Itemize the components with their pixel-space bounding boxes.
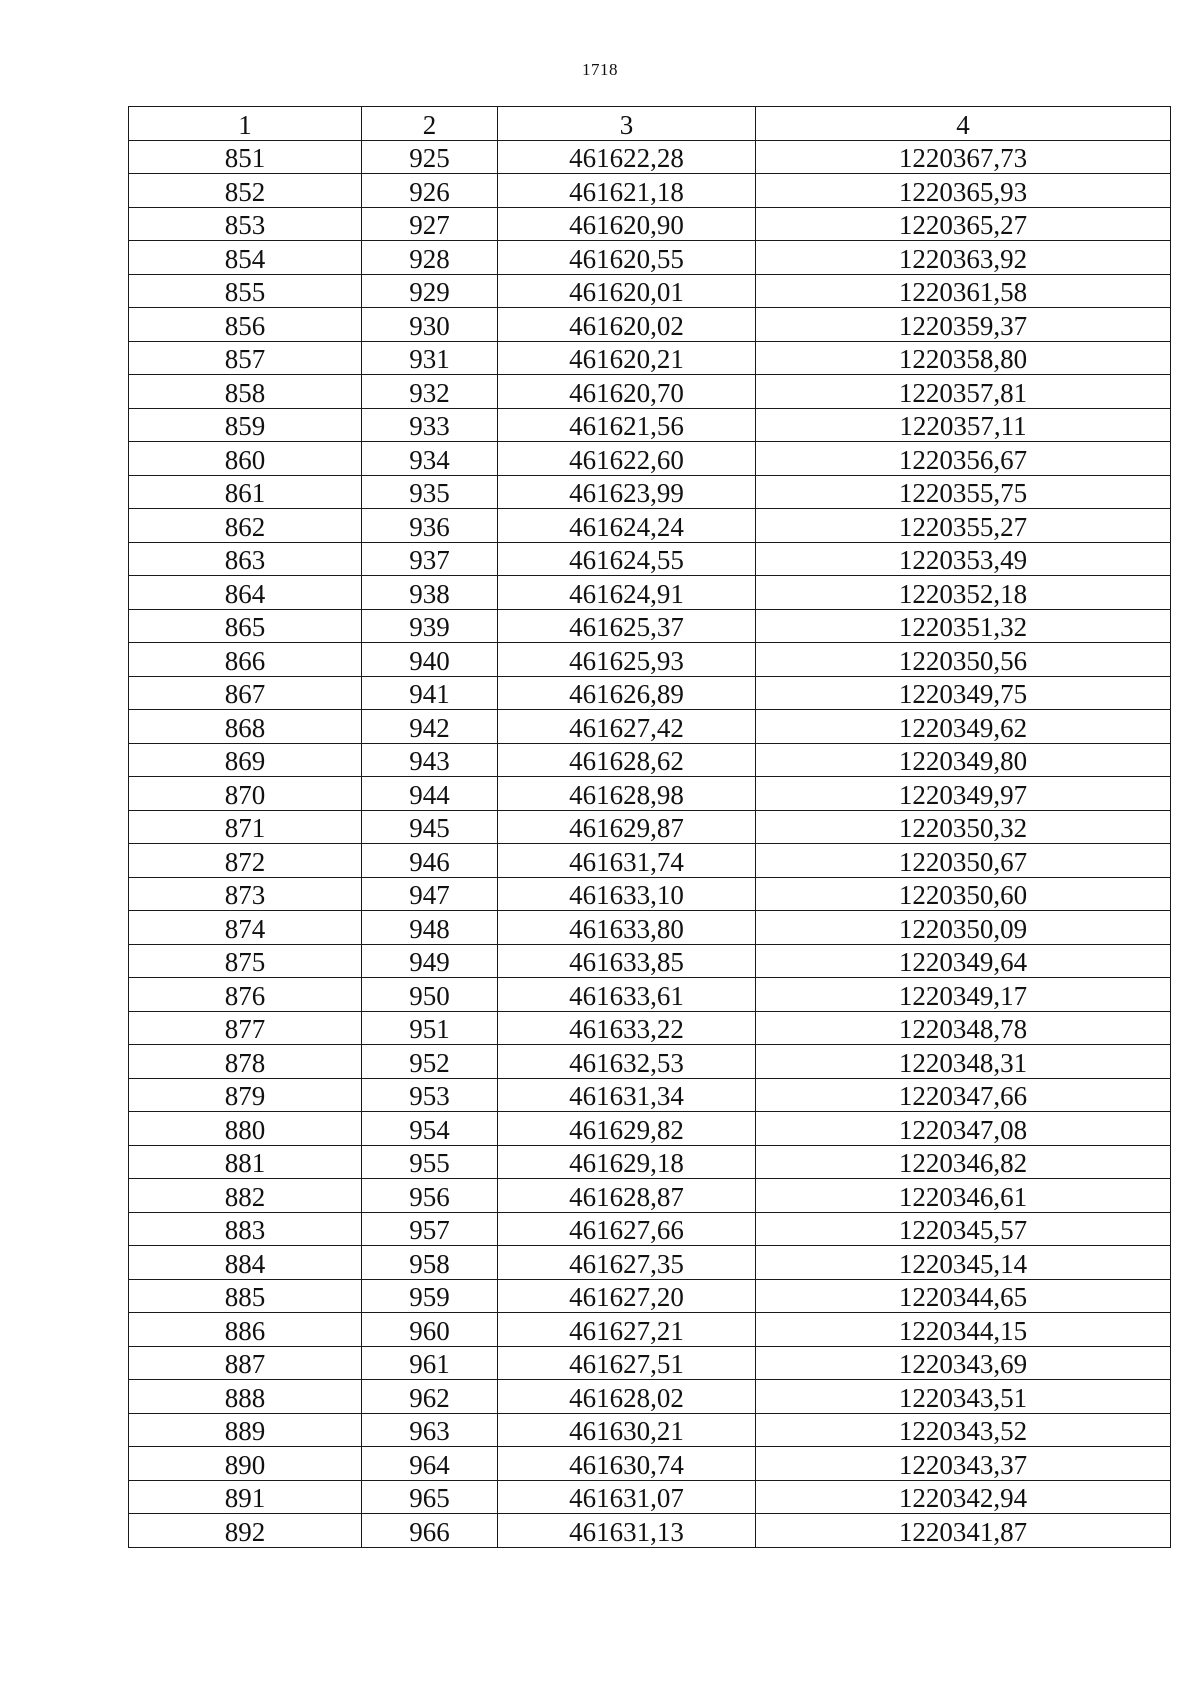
table-cell: 461627,35 bbox=[498, 1246, 756, 1280]
table-cell: 942 bbox=[362, 710, 498, 744]
table-row bbox=[129, 308, 1171, 342]
table-row bbox=[129, 207, 1171, 241]
table-cell: 1220358,80 bbox=[756, 341, 1171, 375]
table-cell: 931 bbox=[362, 341, 498, 375]
table-cell: 1220349,64 bbox=[756, 944, 1171, 978]
table-row bbox=[129, 1246, 1171, 1280]
table-cell: 851 bbox=[129, 140, 362, 174]
table-cell: 1220350,09 bbox=[756, 911, 1171, 945]
table-cell: 966 bbox=[362, 1514, 498, 1548]
table-cell: 891 bbox=[129, 1480, 362, 1514]
table-cell: 461629,18 bbox=[498, 1145, 756, 1179]
table-row bbox=[129, 777, 1171, 811]
table-cell: 461631,34 bbox=[498, 1078, 756, 1112]
table-cell: 461620,21 bbox=[498, 341, 756, 375]
table-row bbox=[129, 609, 1171, 643]
table-cell: 1220345,57 bbox=[756, 1212, 1171, 1246]
table-cell: 1220348,78 bbox=[756, 1011, 1171, 1045]
table-cell: 1220361,58 bbox=[756, 274, 1171, 308]
table-row bbox=[129, 1514, 1171, 1548]
table-cell: 1220349,80 bbox=[756, 743, 1171, 777]
table-cell: 936 bbox=[362, 509, 498, 543]
table-cell: 874 bbox=[129, 911, 362, 945]
table-cell: 461624,24 bbox=[498, 509, 756, 543]
column-header: 4 bbox=[756, 107, 1171, 141]
table-cell: 461627,42 bbox=[498, 710, 756, 744]
table-cell: 1220343,51 bbox=[756, 1380, 1171, 1414]
table-cell: 944 bbox=[362, 777, 498, 811]
table-cell: 1220356,67 bbox=[756, 442, 1171, 476]
table-cell: 1220342,94 bbox=[756, 1480, 1171, 1514]
table-cell: 955 bbox=[362, 1145, 498, 1179]
table-cell: 461625,37 bbox=[498, 609, 756, 643]
table-cell: 965 bbox=[362, 1480, 498, 1514]
table-cell: 461633,61 bbox=[498, 978, 756, 1012]
table-cell: 853 bbox=[129, 207, 362, 241]
table-cell: 1220367,73 bbox=[756, 140, 1171, 174]
table-cell: 953 bbox=[362, 1078, 498, 1112]
table-cell: 957 bbox=[362, 1212, 498, 1246]
table-row bbox=[129, 944, 1171, 978]
table-cell: 926 bbox=[362, 174, 498, 208]
table-body bbox=[129, 140, 1171, 1547]
table-row bbox=[129, 978, 1171, 1012]
table-cell: 1220347,66 bbox=[756, 1078, 1171, 1112]
table-row bbox=[129, 1078, 1171, 1112]
table-cell: 889 bbox=[129, 1413, 362, 1447]
table-row bbox=[129, 1447, 1171, 1481]
table-cell: 461633,10 bbox=[498, 877, 756, 911]
table-cell: 1220347,08 bbox=[756, 1112, 1171, 1146]
table-cell: 948 bbox=[362, 911, 498, 945]
table-cell: 461629,82 bbox=[498, 1112, 756, 1146]
table-cell: 860 bbox=[129, 442, 362, 476]
table-cell: 954 bbox=[362, 1112, 498, 1146]
table-cell: 861 bbox=[129, 475, 362, 509]
table-row bbox=[129, 743, 1171, 777]
table-cell: 461633,22 bbox=[498, 1011, 756, 1045]
table-cell: 1220363,92 bbox=[756, 241, 1171, 275]
table-cell: 461620,01 bbox=[498, 274, 756, 308]
table-cell: 880 bbox=[129, 1112, 362, 1146]
table-row bbox=[129, 408, 1171, 442]
table-row bbox=[129, 1212, 1171, 1246]
table-row bbox=[129, 710, 1171, 744]
table-cell: 1220349,75 bbox=[756, 676, 1171, 710]
table-cell: 461621,18 bbox=[498, 174, 756, 208]
table-cell: 929 bbox=[362, 274, 498, 308]
table-cell: 1220344,15 bbox=[756, 1313, 1171, 1347]
table-row bbox=[129, 1145, 1171, 1179]
table-cell: 867 bbox=[129, 676, 362, 710]
table-cell: 1220350,60 bbox=[756, 877, 1171, 911]
table-cell: 461620,90 bbox=[498, 207, 756, 241]
table-cell: 1220359,37 bbox=[756, 308, 1171, 342]
table-cell: 461627,21 bbox=[498, 1313, 756, 1347]
table-cell: 461624,91 bbox=[498, 576, 756, 610]
table-row bbox=[129, 1112, 1171, 1146]
table-cell: 1220350,32 bbox=[756, 810, 1171, 844]
table-cell: 962 bbox=[362, 1380, 498, 1414]
table-cell: 461628,62 bbox=[498, 743, 756, 777]
table-row bbox=[129, 844, 1171, 878]
table-cell: 941 bbox=[362, 676, 498, 710]
page-number: 1718 bbox=[582, 60, 618, 79]
table-cell: 939 bbox=[362, 609, 498, 643]
table-cell: 858 bbox=[129, 375, 362, 409]
table-cell: 928 bbox=[362, 241, 498, 275]
table-cell: 943 bbox=[362, 743, 498, 777]
table-cell: 935 bbox=[362, 475, 498, 509]
table-row bbox=[129, 274, 1171, 308]
table-cell: 1220350,67 bbox=[756, 844, 1171, 878]
table-cell: 461631,13 bbox=[498, 1514, 756, 1548]
table-cell: 461628,02 bbox=[498, 1380, 756, 1414]
table-cell: 855 bbox=[129, 274, 362, 308]
table-cell: 1220349,17 bbox=[756, 978, 1171, 1012]
table-cell: 461633,80 bbox=[498, 911, 756, 945]
table-cell: 1220351,32 bbox=[756, 609, 1171, 643]
table-cell: 884 bbox=[129, 1246, 362, 1280]
table-cell: 866 bbox=[129, 643, 362, 677]
table-cell: 461620,55 bbox=[498, 241, 756, 275]
table-cell: 461623,99 bbox=[498, 475, 756, 509]
table-cell: 872 bbox=[129, 844, 362, 878]
table-cell: 882 bbox=[129, 1179, 362, 1213]
table-cell: 892 bbox=[129, 1514, 362, 1548]
table-row bbox=[129, 676, 1171, 710]
table-cell: 1220352,18 bbox=[756, 576, 1171, 610]
table-row bbox=[129, 1045, 1171, 1079]
table-cell: 461620,02 bbox=[498, 308, 756, 342]
table-cell: 1220346,82 bbox=[756, 1145, 1171, 1179]
column-header: 2 bbox=[362, 107, 498, 141]
table-cell: 461633,85 bbox=[498, 944, 756, 978]
table-cell: 932 bbox=[362, 375, 498, 409]
table-cell: 890 bbox=[129, 1447, 362, 1481]
table-cell: 930 bbox=[362, 308, 498, 342]
table-cell: 940 bbox=[362, 643, 498, 677]
table-row bbox=[129, 475, 1171, 509]
table-cell: 933 bbox=[362, 408, 498, 442]
table-cell: 461630,74 bbox=[498, 1447, 756, 1481]
table-cell: 1220345,14 bbox=[756, 1246, 1171, 1280]
table-cell: 865 bbox=[129, 609, 362, 643]
table-row bbox=[129, 1380, 1171, 1414]
column-header: 3 bbox=[498, 107, 756, 141]
table-cell: 1220355,27 bbox=[756, 509, 1171, 543]
table-cell: 871 bbox=[129, 810, 362, 844]
table-cell: 461627,20 bbox=[498, 1279, 756, 1313]
table-row bbox=[129, 241, 1171, 275]
table-cell: 964 bbox=[362, 1447, 498, 1481]
table-cell: 925 bbox=[362, 140, 498, 174]
table-row bbox=[129, 1346, 1171, 1380]
table-row bbox=[129, 810, 1171, 844]
table-cell: 856 bbox=[129, 308, 362, 342]
table-cell: 959 bbox=[362, 1279, 498, 1313]
table-row bbox=[129, 1011, 1171, 1045]
table-cell: 461631,07 bbox=[498, 1480, 756, 1514]
column-header: 1 bbox=[129, 107, 362, 141]
table-cell: 961 bbox=[362, 1346, 498, 1380]
table-row bbox=[129, 911, 1171, 945]
table-cell: 461622,60 bbox=[498, 442, 756, 476]
table-cell: 960 bbox=[362, 1313, 498, 1347]
table-cell: 864 bbox=[129, 576, 362, 610]
table-cell: 947 bbox=[362, 877, 498, 911]
table-row bbox=[129, 1179, 1171, 1213]
table-row bbox=[129, 643, 1171, 677]
table-cell: 461622,28 bbox=[498, 140, 756, 174]
table-cell: 862 bbox=[129, 509, 362, 543]
table-cell: 927 bbox=[362, 207, 498, 241]
table-row bbox=[129, 341, 1171, 375]
table-cell: 886 bbox=[129, 1313, 362, 1347]
table-cell: 1220353,49 bbox=[756, 542, 1171, 576]
table-cell: 863 bbox=[129, 542, 362, 576]
table-cell: 854 bbox=[129, 241, 362, 275]
table-row bbox=[129, 1279, 1171, 1313]
table-cell: 946 bbox=[362, 844, 498, 878]
table-cell: 963 bbox=[362, 1413, 498, 1447]
table-cell: 883 bbox=[129, 1212, 362, 1246]
table-row bbox=[129, 877, 1171, 911]
table-row bbox=[129, 375, 1171, 409]
table-cell: 949 bbox=[362, 944, 498, 978]
table-row bbox=[129, 509, 1171, 543]
table-cell: 1220341,87 bbox=[756, 1514, 1171, 1548]
table-cell: 1220343,37 bbox=[756, 1447, 1171, 1481]
table-cell: 958 bbox=[362, 1246, 498, 1280]
table-cell: 873 bbox=[129, 877, 362, 911]
table-cell: 950 bbox=[362, 978, 498, 1012]
table-row bbox=[129, 140, 1171, 174]
table-cell: 859 bbox=[129, 408, 362, 442]
table-cell: 1220350,56 bbox=[756, 643, 1171, 677]
table-cell: 461628,98 bbox=[498, 777, 756, 811]
table-cell: 1220365,27 bbox=[756, 207, 1171, 241]
table-cell: 461629,87 bbox=[498, 810, 756, 844]
table-cell: 1220365,93 bbox=[756, 174, 1171, 208]
table-row bbox=[129, 1413, 1171, 1447]
table-cell: 461627,51 bbox=[498, 1346, 756, 1380]
table-cell: 1220349,62 bbox=[756, 710, 1171, 744]
table-cell: 1220344,65 bbox=[756, 1279, 1171, 1313]
table-cell: 868 bbox=[129, 710, 362, 744]
table-cell: 878 bbox=[129, 1045, 362, 1079]
table-cell: 1220349,97 bbox=[756, 777, 1171, 811]
table-cell: 1220343,52 bbox=[756, 1413, 1171, 1447]
table-cell: 870 bbox=[129, 777, 362, 811]
table-cell: 1220343,69 bbox=[756, 1346, 1171, 1380]
table-cell: 956 bbox=[362, 1179, 498, 1213]
table-cell: 869 bbox=[129, 743, 362, 777]
table-cell: 887 bbox=[129, 1346, 362, 1380]
table-cell: 879 bbox=[129, 1078, 362, 1112]
table-cell: 945 bbox=[362, 810, 498, 844]
table-row bbox=[129, 174, 1171, 208]
table-cell: 952 bbox=[362, 1045, 498, 1079]
table-cell: 1220355,75 bbox=[756, 475, 1171, 509]
table-cell: 1220346,61 bbox=[756, 1179, 1171, 1213]
table-cell: 885 bbox=[129, 1279, 362, 1313]
table-cell: 1220357,11 bbox=[756, 408, 1171, 442]
table-cell: 461628,87 bbox=[498, 1179, 756, 1213]
table-cell: 461626,89 bbox=[498, 676, 756, 710]
table-cell: 852 bbox=[129, 174, 362, 208]
table-row bbox=[129, 576, 1171, 610]
table-cell: 876 bbox=[129, 978, 362, 1012]
table-cell: 461625,93 bbox=[498, 643, 756, 677]
table-cell: 951 bbox=[362, 1011, 498, 1045]
table-cell: 461620,70 bbox=[498, 375, 756, 409]
table-cell: 461621,56 bbox=[498, 408, 756, 442]
table-cell: 938 bbox=[362, 576, 498, 610]
table-cell: 461627,66 bbox=[498, 1212, 756, 1246]
table-row bbox=[129, 442, 1171, 476]
table-row bbox=[129, 1480, 1171, 1514]
table-cell: 461631,74 bbox=[498, 844, 756, 878]
table-cell: 461630,21 bbox=[498, 1413, 756, 1447]
table-cell: 461624,55 bbox=[498, 542, 756, 576]
table-row bbox=[129, 542, 1171, 576]
table-cell: 888 bbox=[129, 1380, 362, 1414]
table-cell: 934 bbox=[362, 442, 498, 476]
table-cell: 937 bbox=[362, 542, 498, 576]
table-cell: 857 bbox=[129, 341, 362, 375]
table-cell: 1220348,31 bbox=[756, 1045, 1171, 1079]
table-cell: 875 bbox=[129, 944, 362, 978]
table-header-row bbox=[129, 107, 1171, 141]
table-cell: 881 bbox=[129, 1145, 362, 1179]
table-cell: 461632,53 bbox=[498, 1045, 756, 1079]
table-cell: 877 bbox=[129, 1011, 362, 1045]
table-row bbox=[129, 1313, 1171, 1347]
table-cell: 1220357,81 bbox=[756, 375, 1171, 409]
coordinates-table bbox=[128, 106, 1171, 1548]
